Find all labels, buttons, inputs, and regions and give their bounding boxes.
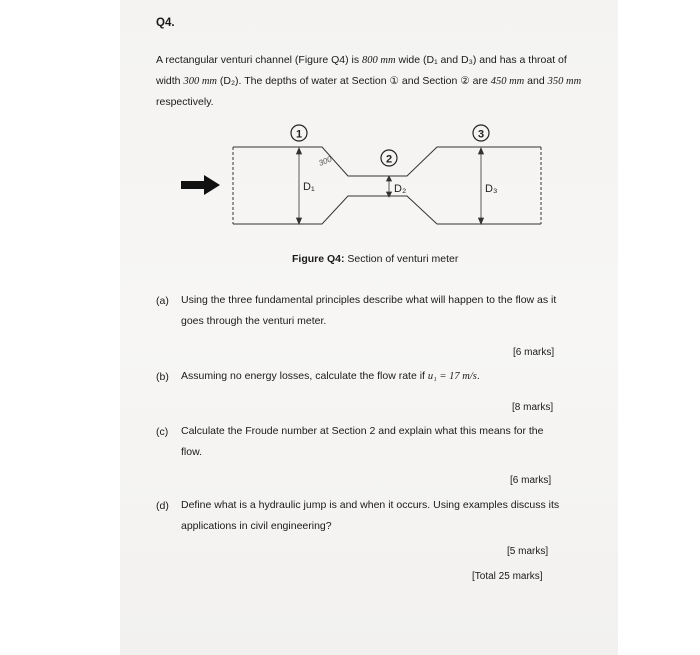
part-c-text: Calculate the Froude number at Section 2 and explain what this means for the flow. [181,425,544,458]
svg-text:2: 2 [385,153,393,166]
part-c-label: (c) [156,426,169,438]
label-d2: D₂ [394,183,407,195]
svg-text:1: 1 [295,128,303,141]
label-d3: D₃ [485,183,498,195]
part-c-marks: [6 marks] [510,475,552,486]
question-intro: A rectangular venturi channel (Figure Q4) is 800 mm wide (D₁ and D₃) and has a throat of width 300 mm (D₂). The depths of water at Section ① and Section ② are 450 mm and 350 mm respectively. [156,54,582,108]
handwritten-note: 300 [317,154,334,168]
question-number: Q4. [156,17,175,29]
part-b-marks: [8 marks] [512,402,554,413]
part-b-text: Assuming no energy losses, calculate the flow rate if u₁ = 17 m/s. [181,370,480,382]
flow-arrow-icon [181,175,220,195]
part-a-marks: [6 marks] [513,347,555,358]
part-a-label: (a) [156,295,169,307]
label-d1: D₁ [303,181,315,193]
section-marker-1 [291,125,307,141]
section-marker-2 [381,150,397,166]
figure-caption: Figure Q4: Section of venturi meter [292,253,459,265]
part-d-marks: [5 marks] [507,546,549,557]
section-marker-3 [473,125,489,141]
part-d-label: (d) [156,500,169,512]
part-a-text: Using the three fundamental principles describe what will happen to the flow as it goes through the venturi meter. [181,294,557,327]
total-marks: [Total 25 marks] [472,571,543,582]
part-b-label: (b) [156,371,169,383]
svg-text:3: 3 [477,128,485,141]
part-d-text: Define what is a hydraulic jump is and when it occurs. Using examples discuss its applications in civil engineering? [181,499,560,532]
